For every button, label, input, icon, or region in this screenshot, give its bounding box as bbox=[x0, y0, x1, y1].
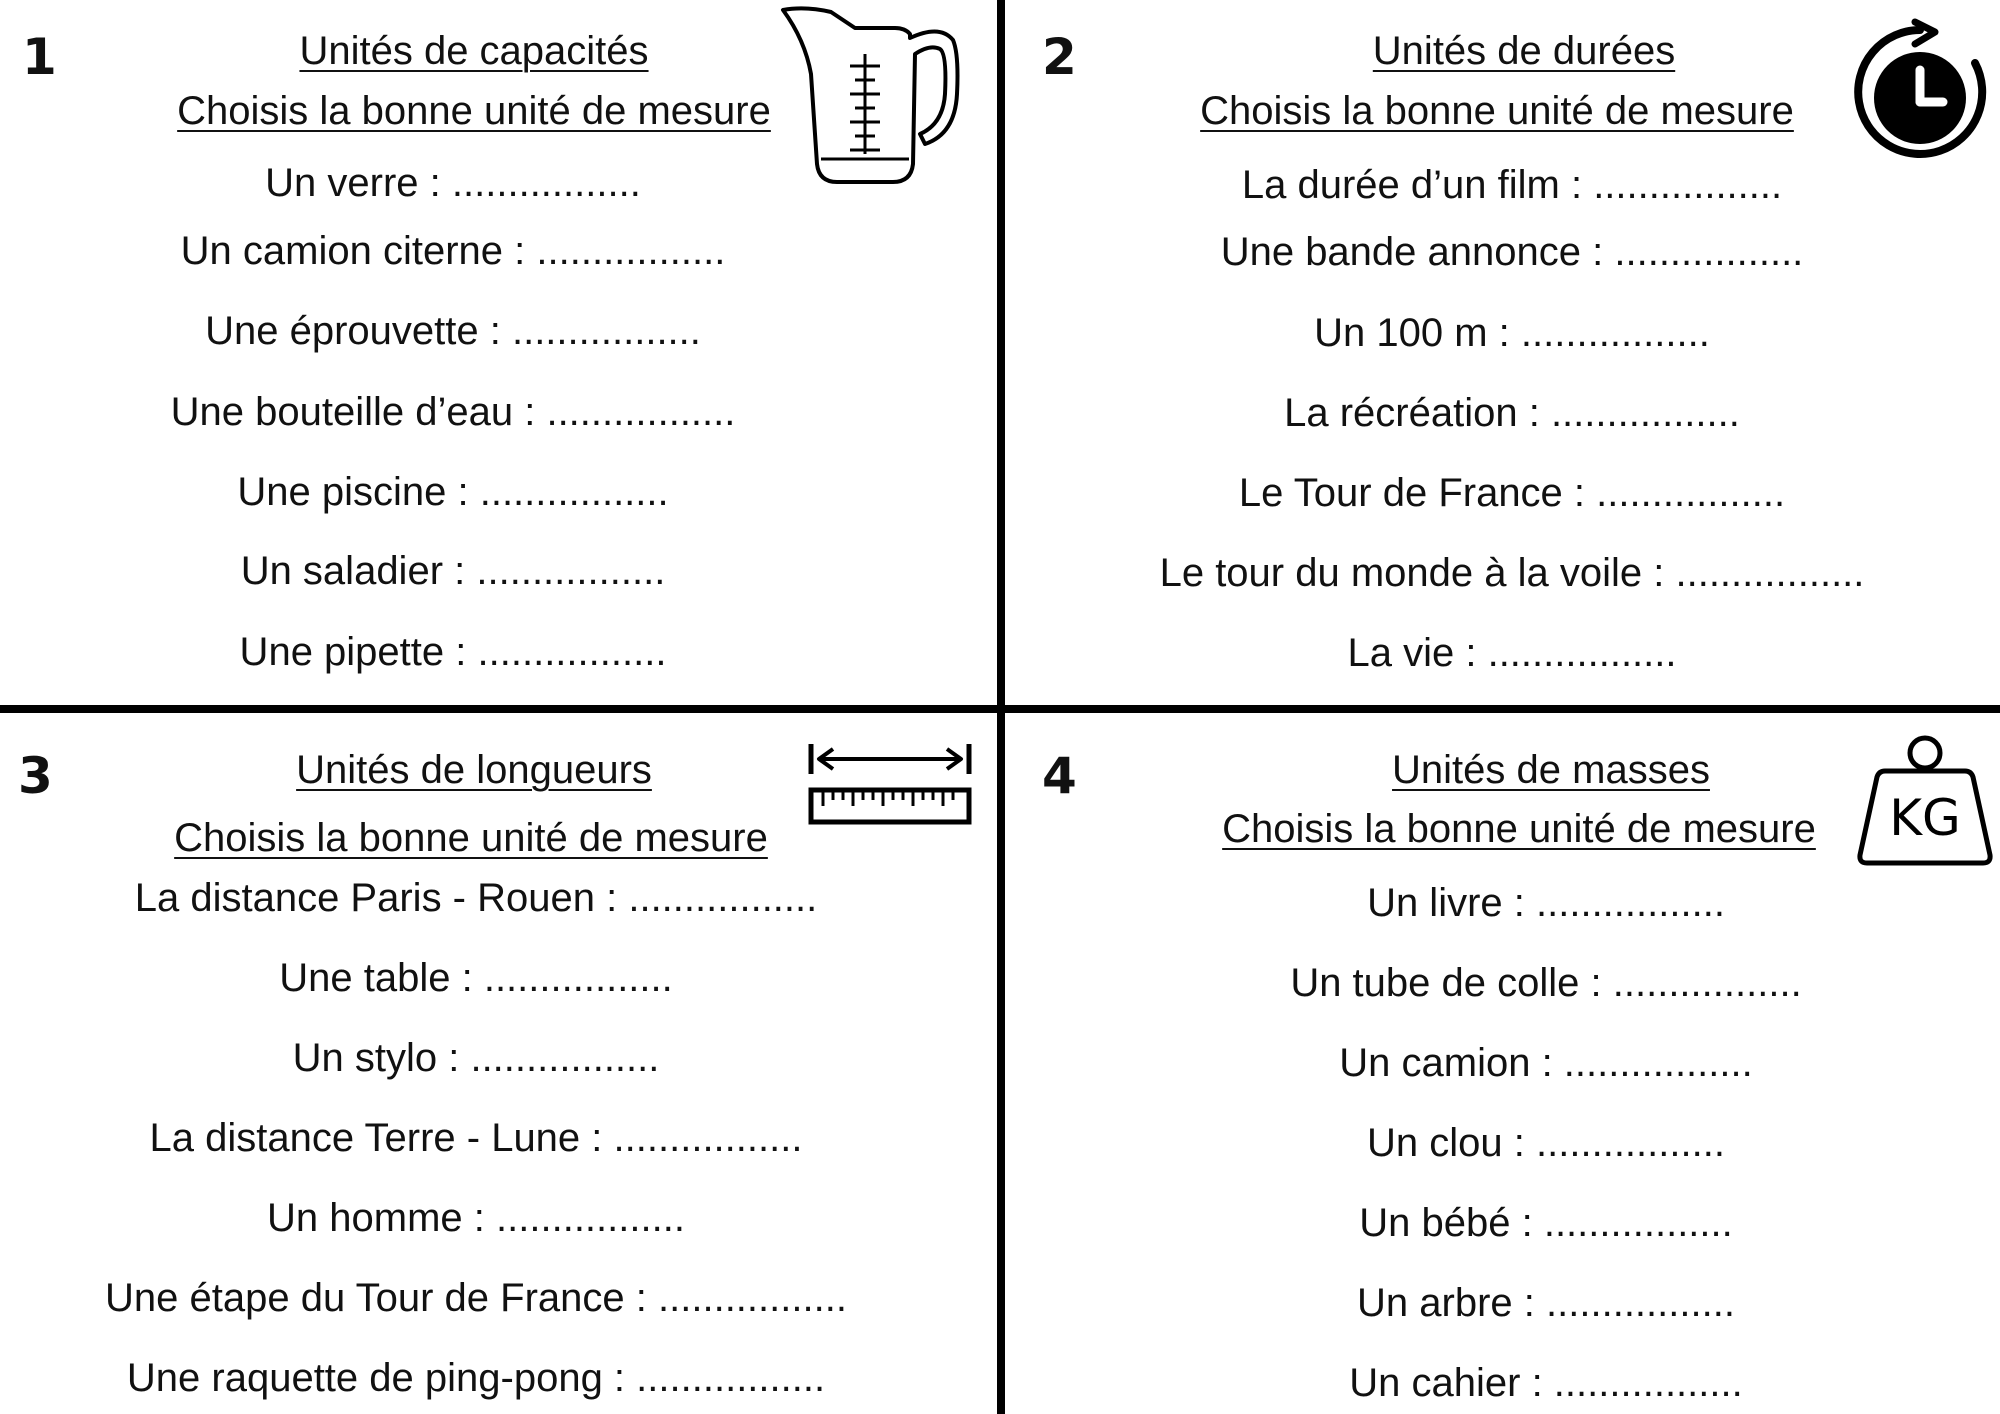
exercise-item: La distance Paris - Rouen : ................. bbox=[134, 876, 818, 920]
answer-blank[interactable]: ................. bbox=[511, 309, 701, 353]
answer-blank[interactable]: ................. bbox=[546, 390, 736, 434]
section-subtitle: Choisis la bonne unité de mesure bbox=[1222, 807, 1816, 851]
section-title: Unités de capacités bbox=[299, 29, 649, 73]
section-subtitle: Choisis la bonne unité de mesure bbox=[1200, 89, 1794, 133]
exercise-item: Une éprouvette : ................. bbox=[205, 309, 701, 353]
exercise-item: Une raquette de ping-pong : ................. bbox=[126, 1356, 826, 1400]
section-subtitle: Choisis la bonne unité de mesure bbox=[174, 816, 768, 860]
exercise-item: La vie : ................. bbox=[1347, 631, 1677, 675]
answer-blank[interactable]: ................. bbox=[636, 1356, 826, 1400]
weight-label: KG bbox=[1889, 789, 1961, 847]
answer-blank[interactable]: ................. bbox=[1520, 311, 1710, 355]
exercise-item: Le Tour de France : ................. bbox=[1238, 471, 1786, 515]
answer-blank[interactable]: ................. bbox=[1614, 230, 1804, 274]
exercise-item: Un cahier : ................. bbox=[1349, 1361, 1743, 1405]
answer-blank[interactable]: ................. bbox=[496, 1196, 685, 1240]
answer-blank[interactable]: ................. bbox=[1550, 391, 1740, 435]
answer-blank[interactable]: ................. bbox=[658, 1276, 847, 1320]
section-title: Unités de longueurs bbox=[296, 748, 652, 792]
answer-blank[interactable]: ................. bbox=[1593, 163, 1783, 207]
section-durees bbox=[1005, 0, 2000, 705]
section-capacites bbox=[0, 0, 997, 705]
exercise-item: Une piscine : ................. bbox=[237, 470, 669, 514]
answer-blank[interactable]: ................. bbox=[483, 956, 673, 1000]
exercise-item: Un saladier : ................. bbox=[240, 549, 666, 593]
answer-blank[interactable]: ................. bbox=[1487, 631, 1677, 675]
exercise-item: La récréation : ................. bbox=[1284, 391, 1740, 435]
answer-blank[interactable]: ................. bbox=[1563, 1041, 1753, 1085]
exercise-item: Une table : ................. bbox=[279, 956, 673, 1000]
answer-blank[interactable]: ................. bbox=[536, 229, 726, 273]
answer-blank[interactable]: ................. bbox=[1546, 1281, 1735, 1325]
exercise-item: Un homme : ................. bbox=[267, 1196, 685, 1240]
exercise-item: Un tube de colle : ................. bbox=[1290, 961, 1802, 1005]
exercise-item: Un livre : ................. bbox=[1367, 881, 1725, 925]
exercise-item: Une bouteille d’eau : ................. bbox=[170, 390, 736, 434]
exercise-item: Une étape du Tour de France : ................. bbox=[105, 1276, 847, 1320]
exercise-item: Un bébé : ................. bbox=[1359, 1201, 1733, 1245]
section-masses bbox=[1005, 713, 2000, 1414]
answer-blank[interactable]: ................. bbox=[1536, 1121, 1725, 1165]
section-number: 4 bbox=[1042, 747, 1077, 805]
answer-blank[interactable]: ................. bbox=[476, 549, 666, 593]
section-subtitle: Choisis la bonne unité de mesure bbox=[177, 89, 771, 133]
exercise-item: La durée d’un film : ................. bbox=[1241, 163, 1783, 207]
exercise-item: Un camion citerne : ................. bbox=[180, 229, 726, 273]
answer-blank[interactable]: ................. bbox=[479, 470, 669, 514]
exercise-item: La distance Terre - Lune : ................. bbox=[149, 1116, 803, 1160]
section-number: 2 bbox=[1042, 28, 1077, 86]
exercise-item: Un camion : ................. bbox=[1339, 1041, 1753, 1085]
answer-blank[interactable]: ................. bbox=[1543, 1201, 1733, 1245]
ruler-icon bbox=[805, 740, 975, 825]
exercise-item: Une pipette : ................. bbox=[239, 630, 667, 674]
section-title: Unités de durées bbox=[1372, 29, 1676, 73]
answer-blank[interactable]: ................. bbox=[451, 161, 641, 205]
measuring-jug-icon bbox=[775, 4, 990, 184]
exercise-item: Un verre : ................. bbox=[265, 161, 641, 205]
stopwatch-icon bbox=[1845, 18, 1995, 168]
answer-blank[interactable]: ................. bbox=[470, 1036, 660, 1080]
exercise-item: Un stylo : ................. bbox=[292, 1036, 660, 1080]
answer-blank[interactable]: ................. bbox=[1553, 1361, 1743, 1405]
horizontal-divider bbox=[0, 705, 2000, 713]
weight-icon bbox=[1855, 733, 1995, 873]
answer-blank[interactable]: ................. bbox=[628, 876, 818, 920]
exercise-item: Une bande annonce : ................. bbox=[1220, 230, 1804, 274]
answer-blank[interactable]: ................. bbox=[1675, 551, 1865, 595]
exercise-item: Un clou : ................. bbox=[1367, 1121, 1725, 1165]
section-longueurs bbox=[0, 713, 997, 1414]
exercise-item: Le tour du monde à la voile : ................. bbox=[1159, 551, 1865, 595]
answer-blank[interactable]: ................. bbox=[1612, 961, 1802, 1005]
answer-blank[interactable]: ................. bbox=[1536, 881, 1725, 925]
answer-blank[interactable]: ................. bbox=[613, 1116, 803, 1160]
section-title: Unités de masses bbox=[1392, 748, 1710, 792]
exercise-item: Un 100 m : ................. bbox=[1314, 311, 1710, 355]
section-number: 1 bbox=[22, 28, 57, 86]
section-number: 3 bbox=[18, 747, 53, 805]
answer-blank[interactable]: ................. bbox=[477, 630, 667, 674]
answer-blank[interactable]: ................. bbox=[1596, 471, 1786, 515]
exercise-item: Un arbre : ................. bbox=[1357, 1281, 1735, 1325]
